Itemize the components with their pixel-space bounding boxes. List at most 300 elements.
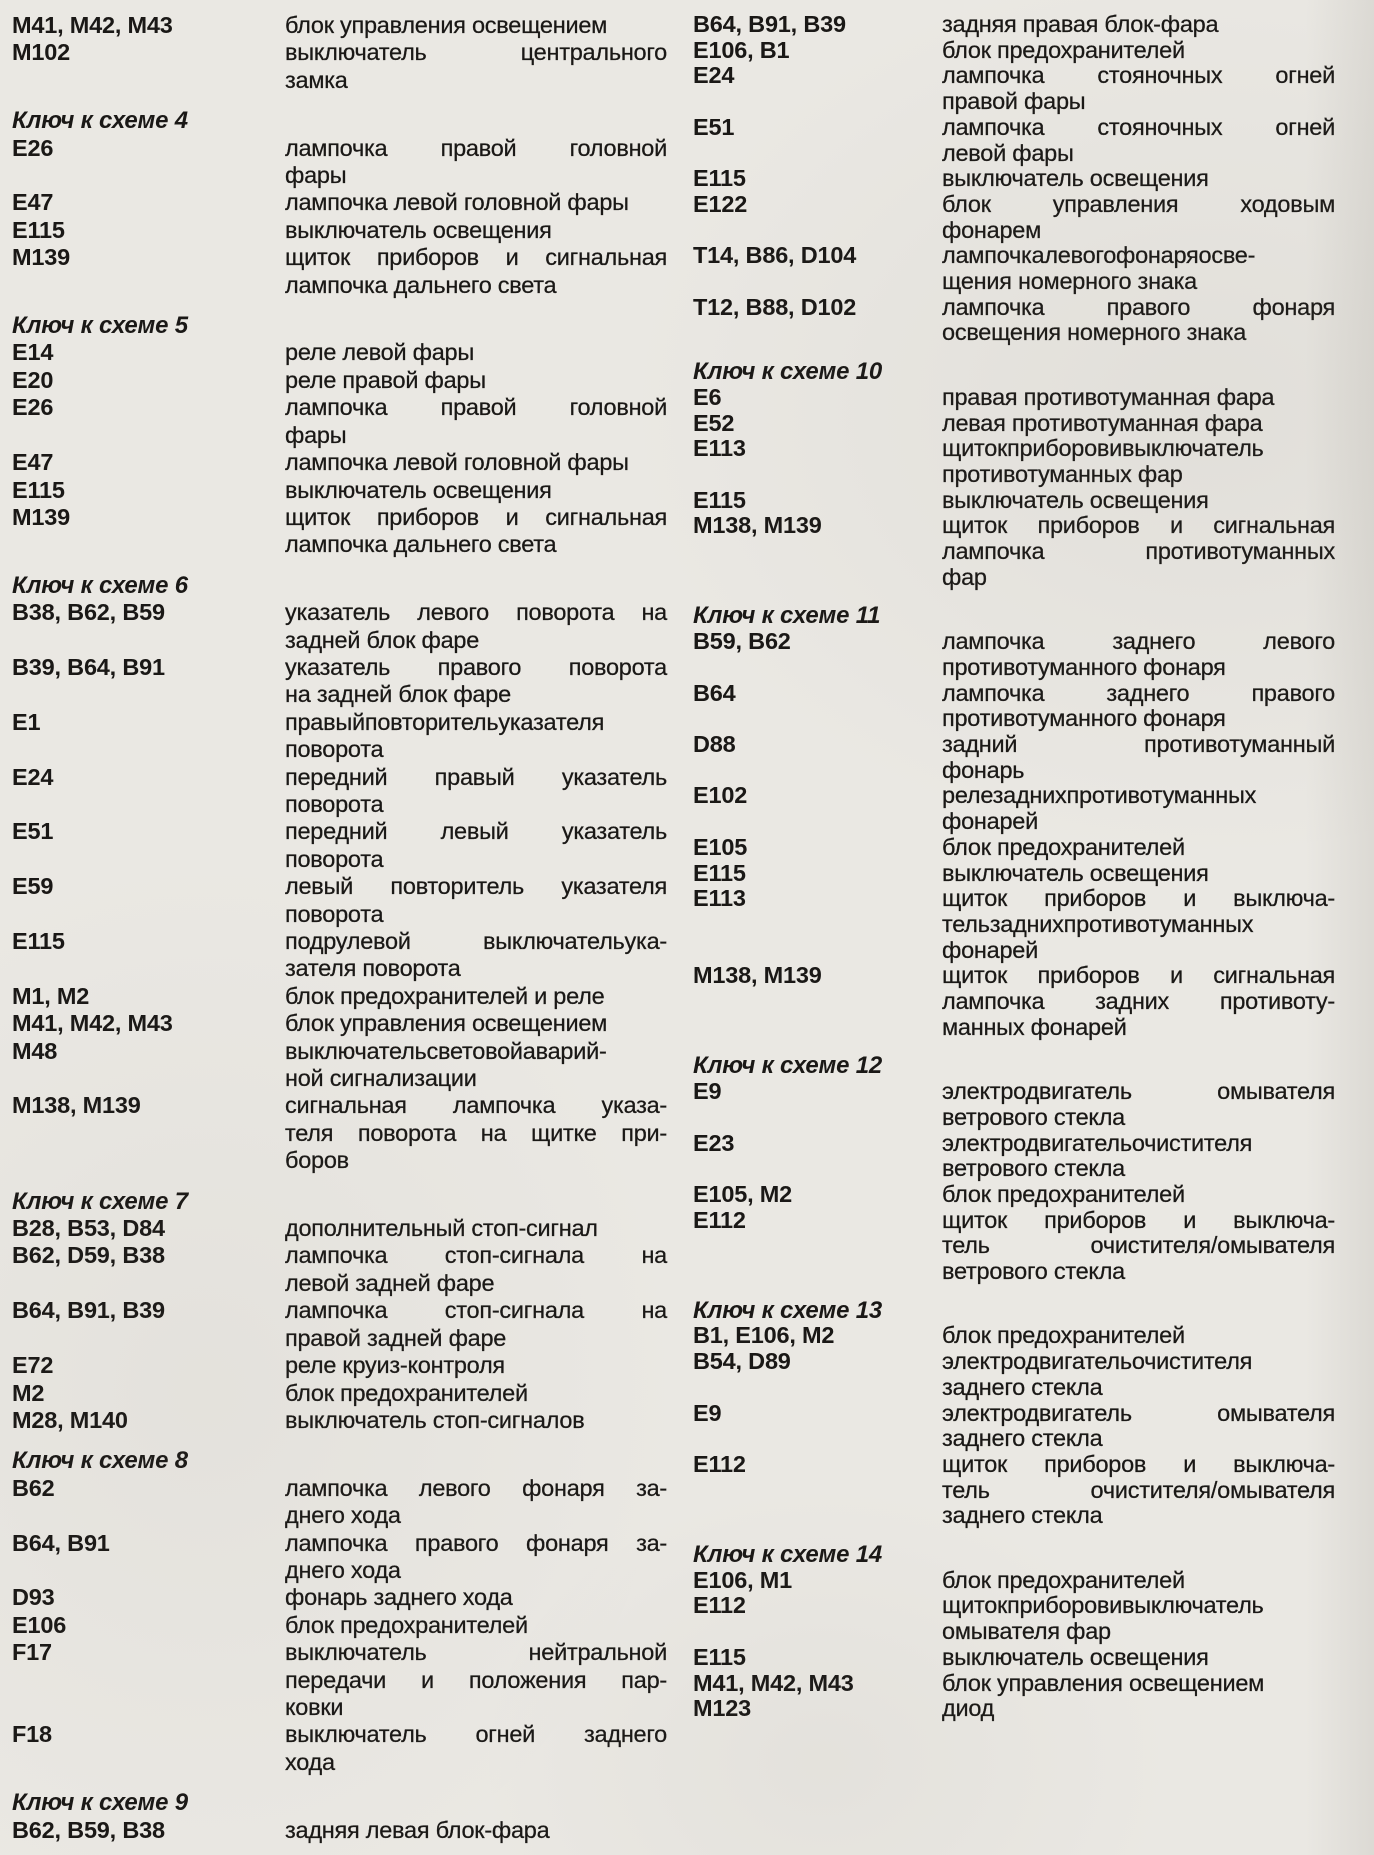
component-description — [942, 192, 1335, 243]
legend-entry — [12, 764, 687, 819]
description-line: задней блок фаре — [285, 626, 480, 653]
description-line: боров — [285, 1147, 349, 1174]
component-description — [942, 963, 1335, 1040]
component-code: M138, M139 — [12, 1092, 141, 1119]
component-code: E115 — [12, 216, 65, 243]
description-line: заднего стекла — [942, 1425, 1103, 1452]
description-line: поворота — [285, 845, 384, 872]
description-line: щиток приборов и выключа- — [942, 885, 1335, 912]
description-line: блок предохранителей — [942, 833, 1185, 860]
description-line: электродвигательочистителя — [942, 1348, 1253, 1375]
description-line: ковки — [285, 1693, 344, 1720]
component-description — [942, 783, 1335, 834]
component-code: E115 — [693, 486, 746, 513]
description-line: подрулевой выключательука- — [285, 928, 667, 954]
component-code: T12, B88, D102 — [693, 293, 857, 320]
legend-entry — [12, 39, 687, 94]
description-line: дополнительный стоп-сигнал — [285, 1215, 598, 1242]
description-line: лампочка противотуманных — [942, 538, 1335, 565]
description-line: лампочка левой головной фары — [285, 449, 629, 476]
component-description — [942, 1349, 1335, 1400]
component-code: E113 — [693, 885, 746, 912]
component-description — [942, 629, 1335, 680]
description-line: лампочка правого фонаря за- — [285, 1529, 667, 1556]
component-description — [285, 12, 667, 39]
legend-entry — [693, 861, 1374, 887]
legend-entry — [12, 1817, 687, 1844]
component-code: E47 — [12, 449, 54, 476]
component-description — [942, 295, 1335, 346]
legend-entry — [693, 166, 1374, 192]
legend-entry — [693, 1349, 1374, 1400]
legend-entry — [693, 488, 1374, 514]
component-description — [285, 983, 667, 1010]
legend-entry — [693, 1696, 1374, 1722]
legend-entry — [693, 436, 1374, 487]
component-code: M139 — [12, 503, 70, 530]
legend-section — [693, 603, 1374, 1040]
component-code: T14, B86, D104 — [693, 242, 857, 269]
component-code: E26 — [12, 134, 54, 161]
legend-entry — [12, 12, 687, 39]
component-description — [285, 1530, 667, 1585]
component-code: B62, D59, B38 — [12, 1242, 165, 1269]
description-line: омывателя фар — [942, 1618, 1111, 1645]
section-heading: Ключ к схеме 5 — [12, 312, 188, 340]
component-code: M138, M139 — [693, 962, 822, 989]
component-code: D93 — [12, 1584, 55, 1611]
description-line: фонарей — [942, 808, 1038, 835]
component-description — [942, 1671, 1335, 1697]
legend-entry — [693, 783, 1374, 834]
description-line: лампочка стояночных огней — [942, 62, 1335, 89]
description-line: щиток приборов и сигнальная — [285, 244, 667, 271]
description-line: задняя левая блок-фара — [285, 1816, 550, 1843]
legend-entry — [12, 1215, 687, 1242]
legend-section — [12, 572, 687, 1175]
legend-section — [693, 12, 1374, 346]
legend-entry — [12, 1352, 687, 1379]
description-line: реле круиз-контроля — [285, 1352, 505, 1379]
description-line: блок предохранителей — [942, 1322, 1185, 1349]
component-code: M28, M140 — [12, 1406, 128, 1433]
legend-section — [693, 359, 1374, 590]
component-code: F18 — [12, 1721, 52, 1748]
component-code: E9 — [693, 1078, 722, 1105]
component-code: E113 — [693, 435, 746, 462]
legend-entry — [12, 1407, 687, 1434]
description-line: зателя поворота — [285, 955, 461, 982]
legend-entry — [693, 1208, 1374, 1285]
section-heading: Ключ к схеме 8 — [12, 1447, 188, 1475]
description-line: ветрового стекла — [942, 1155, 1126, 1182]
component-description — [942, 861, 1335, 887]
section-heading: Ключ к схеме 10 — [693, 358, 883, 386]
component-description — [285, 1584, 667, 1611]
description-line: задний противотуманный — [942, 730, 1335, 757]
component-description — [942, 243, 1335, 294]
description-line: лампочка дальнего света — [285, 531, 557, 558]
description-line: блок управления ходовым — [942, 190, 1335, 217]
legend-entry — [12, 504, 687, 559]
description-line: выключатель стоп-сигналов — [285, 1406, 585, 1433]
component-description — [285, 189, 667, 216]
description-line: указатель правого поворота — [285, 653, 667, 680]
component-description — [285, 1639, 667, 1721]
legend-entry — [693, 1671, 1374, 1697]
legend-entry — [12, 983, 687, 1010]
description-line: теля поворота на щитке при- — [285, 1119, 667, 1146]
legend-entry — [12, 818, 687, 873]
legend-entry — [693, 732, 1374, 783]
legend-entry — [693, 835, 1374, 861]
component-code: B28, B53, D84 — [12, 1215, 165, 1242]
description-line: фонарей — [942, 936, 1038, 963]
legend-entry — [12, 1092, 687, 1174]
description-line: лампочка правой головной — [285, 394, 667, 421]
legend-section — [693, 1542, 1374, 1722]
legend-entry — [693, 115, 1374, 166]
component-description — [285, 873, 667, 928]
description-line: электродвигательочистителя — [942, 1129, 1253, 1156]
legend-section — [12, 12, 687, 94]
description-line: передний левый указатель — [285, 818, 667, 845]
legend-entry — [12, 477, 687, 504]
component-description — [942, 835, 1335, 861]
component-description — [285, 504, 667, 559]
legend-entry — [12, 599, 687, 654]
component-code: E115 — [693, 1643, 746, 1670]
description-line: сигнальная лампочка указа- — [285, 1092, 667, 1119]
component-code: D88 — [693, 730, 736, 757]
description-line: правой задней фаре — [285, 1324, 507, 1351]
legend-entry — [693, 295, 1374, 346]
component-description — [942, 436, 1335, 487]
legend-entry — [12, 709, 687, 764]
component-description — [285, 217, 667, 244]
description-line: левый повторитель указателя — [285, 873, 667, 900]
component-description — [942, 1452, 1335, 1529]
component-code: E72 — [12, 1352, 54, 1379]
component-description — [942, 513, 1335, 590]
description-line: освещения номерного знака — [942, 319, 1247, 346]
description-line: фонарем — [942, 216, 1041, 243]
component-description — [942, 411, 1335, 437]
legend-entry — [12, 1639, 687, 1721]
component-description — [285, 818, 667, 873]
component-description — [942, 886, 1335, 963]
component-description — [285, 1010, 667, 1037]
description-line: левой задней фаре — [285, 1269, 495, 1296]
legend-entry — [693, 1323, 1374, 1349]
description-line: противотуманного фонаря — [942, 705, 1226, 732]
legend-entry — [12, 1612, 687, 1639]
description-line: лампочка стоп-сигнала на — [285, 1297, 667, 1324]
component-description — [942, 732, 1335, 783]
component-code: E106, M1 — [693, 1566, 792, 1593]
description-line: заднего стекла — [942, 1502, 1103, 1529]
description-line: выключатель освещения — [942, 486, 1209, 513]
legend-entry — [12, 873, 687, 928]
component-code: E23 — [693, 1129, 735, 1156]
component-code: B62 — [12, 1474, 55, 1501]
legend-entry — [693, 681, 1374, 732]
component-description — [285, 1297, 667, 1352]
legend-section — [12, 1447, 687, 1776]
component-code: B1, E106, M2 — [693, 1322, 835, 1349]
component-description — [942, 115, 1335, 166]
legend-entry — [693, 385, 1374, 411]
component-code: M2 — [12, 1379, 45, 1406]
component-description — [942, 12, 1335, 38]
component-code: B64, B91, B39 — [693, 11, 846, 37]
component-code: E115 — [693, 165, 746, 192]
description-line: выключатель нейтральной — [285, 1639, 667, 1666]
component-code: B38, B62, B59 — [12, 599, 165, 626]
component-description — [285, 1475, 667, 1530]
description-line: блок управления освещением — [285, 12, 608, 38]
component-description — [285, 928, 667, 983]
component-description — [285, 1352, 667, 1379]
description-line: фонарь — [942, 756, 1025, 783]
legend-entry — [12, 135, 687, 190]
component-description — [285, 1612, 667, 1639]
description-line: щения номерного знака — [942, 268, 1197, 295]
description-line: тельзаднихпротивотуманных — [942, 910, 1254, 937]
legend-entry — [12, 244, 687, 299]
component-code: E14 — [12, 339, 54, 366]
component-description — [942, 1645, 1335, 1671]
legend-entry — [693, 38, 1374, 64]
component-description — [942, 1568, 1335, 1594]
component-code: B64, B91, B39 — [12, 1297, 165, 1324]
component-code: E105, M2 — [693, 1180, 792, 1207]
component-description — [942, 1401, 1335, 1452]
description-line: электродвигатель омывателя — [942, 1399, 1335, 1426]
legend-entry — [12, 1530, 687, 1585]
component-code: E106, B1 — [693, 36, 790, 63]
legend-section — [693, 1298, 1374, 1529]
component-description — [285, 449, 667, 476]
component-code: E122 — [693, 190, 748, 217]
component-code: E24 — [12, 763, 54, 790]
description-line: щиток приборов и выключа- — [942, 1450, 1335, 1477]
section-heading: Ключ к схеме 13 — [693, 1296, 883, 1324]
component-description — [942, 1593, 1335, 1644]
description-line: блок предохранителей — [942, 36, 1185, 63]
component-description — [285, 1038, 667, 1093]
description-line: блок предохранителей — [285, 1379, 528, 1406]
description-line: лампочка стояночных огней — [942, 113, 1335, 140]
component-code: B64 — [693, 679, 736, 706]
component-code: M48 — [12, 1037, 58, 1064]
legend-entry — [12, 654, 687, 709]
component-code: B39, B64, B91 — [12, 653, 165, 680]
component-code: E26 — [12, 394, 54, 421]
description-line: поворота — [285, 790, 384, 817]
component-description — [285, 339, 667, 366]
description-line: передачи и положения пар- — [285, 1666, 667, 1693]
legend-entry — [12, 449, 687, 476]
description-line: левой фары — [942, 139, 1074, 166]
legend-entry — [12, 1721, 687, 1776]
legend-entry — [693, 1645, 1374, 1671]
legend-entry — [12, 189, 687, 216]
description-line: правыйповторительуказателя — [285, 708, 605, 735]
legend-entry — [12, 1010, 687, 1037]
description-line: задняя правая блок-фара — [942, 11, 1219, 37]
legend-entry — [693, 1079, 1374, 1130]
legend-entry — [693, 243, 1374, 294]
description-line: на задней блок фаре — [285, 681, 511, 708]
component-code: M41, M42, M43 — [12, 1010, 173, 1037]
component-code: E112 — [693, 1592, 746, 1619]
component-code: M123 — [693, 1695, 751, 1722]
description-line: диод — [942, 1695, 995, 1722]
description-line: левая противотуманная фара — [942, 409, 1263, 436]
description-line: блок предохранителей и реле — [285, 982, 605, 1009]
component-description — [942, 1696, 1335, 1722]
description-line: лампочка дальнего света — [285, 271, 557, 298]
component-code: M139 — [12, 244, 70, 271]
description-line: щитокприборовивыключатель — [942, 435, 1264, 462]
component-description — [285, 1721, 667, 1776]
legend-entry — [693, 1593, 1374, 1644]
legend-entry — [693, 411, 1374, 437]
description-line: лампочка заднего левого — [942, 628, 1335, 655]
component-code: M138, M139 — [693, 512, 822, 539]
description-line: фар — [942, 563, 987, 590]
description-line: лампочка стоп-сигнала на — [285, 1242, 667, 1269]
description-line: щиток приборов и выключа- — [942, 1206, 1335, 1233]
description-line: лампочка левого фонаря за- — [285, 1474, 667, 1501]
component-code: M1, M2 — [12, 982, 90, 1009]
component-description — [942, 1208, 1335, 1285]
component-description — [285, 1092, 667, 1174]
description-line: выключатель освещения — [942, 165, 1209, 192]
description-line: правая противотуманная фара — [942, 383, 1275, 410]
description-line: щиток приборов и сигнальная — [942, 962, 1335, 989]
description-line: противотуманных фар — [942, 460, 1183, 487]
legend-entry — [693, 1452, 1374, 1529]
description-line: днего хода — [285, 1556, 401, 1583]
description-line: выключатель освещения — [285, 216, 552, 243]
component-code: E51 — [693, 113, 735, 140]
component-code: E52 — [693, 409, 735, 436]
legend-entry — [693, 1182, 1374, 1208]
legend-entry — [12, 217, 687, 244]
description-line: электродвигатель омывателя — [942, 1078, 1335, 1105]
component-code: M102 — [12, 39, 70, 66]
legend-entry — [693, 63, 1374, 114]
description-line: выключатель огней заднего — [285, 1721, 667, 1748]
component-description — [285, 1242, 667, 1297]
description-line: ной сигнализации — [285, 1065, 477, 1092]
section-heading: Ключ к схеме 9 — [12, 1789, 188, 1817]
description-line: фары — [285, 162, 347, 189]
legend-entry — [693, 629, 1374, 680]
component-description — [285, 654, 667, 709]
description-line: лампочка задних противоту- — [942, 988, 1335, 1015]
legend-entry — [12, 1297, 687, 1352]
component-description — [285, 394, 667, 449]
legend-entry — [12, 928, 687, 983]
component-description — [942, 681, 1335, 732]
component-description — [285, 1817, 667, 1844]
component-code: E1 — [12, 708, 41, 735]
section-heading: Ключ к схеме 6 — [12, 571, 188, 599]
description-line: блок предохранителей — [942, 1180, 1185, 1207]
description-line: тель очистителя/омывателя — [942, 1476, 1335, 1503]
component-code: E115 — [12, 476, 65, 503]
description-line: выключатель освещения — [942, 859, 1209, 886]
component-description — [942, 385, 1335, 411]
component-description — [942, 1131, 1335, 1182]
legend-entry — [12, 1242, 687, 1297]
description-line: тель очистителя/омывателя — [942, 1232, 1335, 1259]
component-code: B54, D89 — [693, 1348, 791, 1375]
description-line: указатель левого поворота на — [285, 599, 667, 626]
description-line: фонарь заднего хода — [285, 1584, 513, 1611]
component-code: E51 — [12, 818, 54, 845]
legend-entry — [12, 1475, 687, 1530]
description-line: ветрового стекла — [942, 1103, 1126, 1130]
description-line: блок управления освещением — [285, 1010, 608, 1037]
component-description — [285, 1380, 667, 1407]
legend-entry — [12, 394, 687, 449]
description-line: релезаднихпротивотуманных — [942, 782, 1257, 809]
component-code: E115 — [693, 859, 746, 886]
component-code: E106 — [12, 1611, 67, 1638]
section-heading: Ключ к схеме 14 — [693, 1541, 883, 1569]
description-line: лампочка левой головной фары — [285, 189, 629, 216]
component-description — [942, 1182, 1335, 1208]
legend-entry — [12, 339, 687, 366]
component-code: E20 — [12, 366, 54, 393]
component-description — [942, 1323, 1335, 1349]
description-line: выключатель освещения — [285, 476, 552, 503]
description-line: фары — [285, 421, 347, 448]
legend-column-left — [0, 12, 687, 1844]
description-line: ветрового стекла — [942, 1258, 1126, 1285]
description-line: реле левой фары — [285, 339, 475, 366]
component-description — [285, 709, 667, 764]
legend-section — [693, 1053, 1374, 1284]
component-description — [942, 38, 1335, 64]
description-line: лампочка правого фонаря — [942, 293, 1335, 320]
description-line: щиток приборов и сигнальная — [942, 512, 1335, 539]
component-code: E112 — [693, 1450, 746, 1477]
legend-entry — [12, 367, 687, 394]
description-line: поворота — [285, 900, 384, 927]
component-description — [285, 244, 667, 299]
component-description — [285, 1215, 667, 1242]
component-code: M41, M42, M43 — [12, 12, 173, 38]
description-line: блок предохранителей — [285, 1611, 528, 1638]
legend-entry — [693, 963, 1374, 1040]
description-line: манных фонарей — [942, 1013, 1127, 1040]
description-line: щитокприборовивыключатель — [942, 1592, 1264, 1619]
legend-section — [12, 1188, 687, 1435]
legend-entry — [693, 12, 1374, 38]
description-line: щиток приборов и сигнальная — [285, 503, 667, 530]
legend-entry — [693, 886, 1374, 963]
description-line: выключатель центрального — [285, 39, 667, 66]
component-description — [942, 1079, 1335, 1130]
component-description — [942, 63, 1335, 114]
description-line: замка — [285, 66, 348, 93]
legend-entry — [693, 1401, 1374, 1452]
